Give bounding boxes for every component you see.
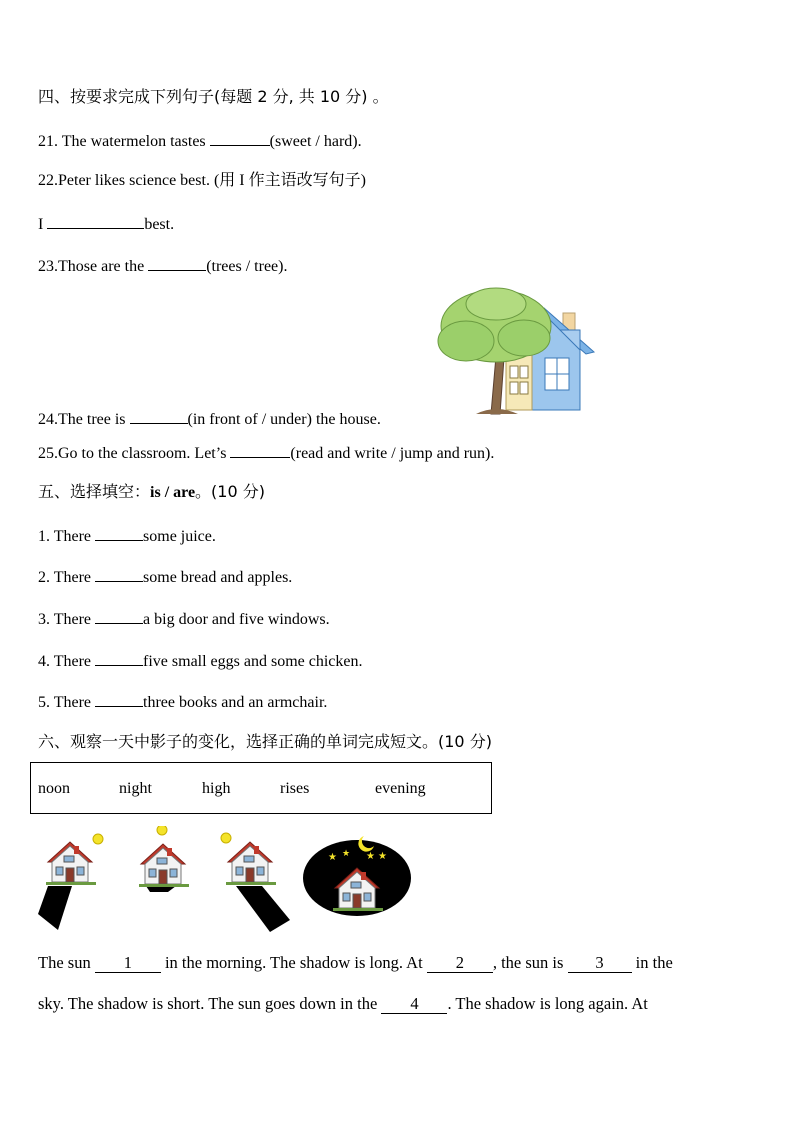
sun-icon (93, 834, 103, 844)
item-prefix: 5. There (38, 694, 96, 711)
q25-answer-blank[interactable] (230, 442, 290, 458)
passage-text: in the morning. The shadow is long. At (160, 953, 427, 972)
section-5-item-2 (38, 566, 292, 588)
section-5-item-5 (38, 691, 327, 713)
q22-answer-blank[interactable] (47, 213, 144, 229)
passage-text: , the sun is (492, 953, 568, 972)
question-25 (38, 442, 494, 464)
q23-suffix: (trees / tree). (206, 258, 288, 275)
passage-blank-3[interactable]: 3 (568, 954, 632, 973)
passage-line-2 (38, 994, 648, 1014)
star-icon: ★ (328, 852, 337, 863)
q22b-suffix: best. (144, 216, 175, 233)
passage-blank-1[interactable]: 1 (95, 954, 161, 973)
noon-house-icon (139, 826, 189, 892)
q24-suffix: (in front of / under) the house. (187, 411, 381, 428)
passage-line-1 (38, 953, 673, 973)
item-suffix: three books and an armchair. (143, 694, 328, 711)
item-1-answer-blank[interactable] (95, 525, 143, 541)
star-icon: ★ (366, 851, 375, 862)
passage-text: The sun (38, 953, 95, 972)
item-suffix: a big door and five windows. (143, 611, 330, 628)
question-24 (38, 408, 381, 430)
section-5-heading-tail: 。(10 分) (195, 482, 265, 501)
section-4-heading: 四、按要求完成下列句子(每题 2 分, 共 10 分) 。 (38, 87, 389, 106)
item-suffix: five small eggs and some chicken. (143, 653, 363, 670)
passage-text: sky. The shadow is short. The sun goes down in the (38, 994, 382, 1013)
shadow-long-left (38, 886, 72, 930)
item-2-answer-blank[interactable] (95, 566, 143, 582)
item-suffix: some juice. (143, 528, 216, 545)
shadow-long-right (236, 886, 290, 932)
passage-text: . The shadow is long again. At (447, 994, 648, 1013)
item-prefix: 3. There (38, 611, 96, 628)
item-4-answer-blank[interactable] (95, 650, 143, 666)
passage-text: in the (631, 953, 673, 972)
q25-suffix: (read and write / jump and run). (290, 445, 495, 462)
question-22: 22.Peter likes science best. (用 I 作主语改写句子) (38, 172, 366, 189)
word-bank-box (30, 762, 492, 814)
section-6-heading: 六、观察一天中影子的变化，选择正确的单词完成短文。(10 分) (38, 732, 492, 751)
section-5-heading-options: is / are (150, 484, 196, 501)
word-bank-word: high (202, 780, 231, 797)
passage-blank-2[interactable]: 2 (427, 954, 493, 973)
tree-house-picture (436, 286, 596, 421)
item-suffix: some bread and apples. (143, 569, 293, 586)
q23-prefix: 23.Those are the (38, 258, 149, 275)
q21-suffix: (sweet / hard). (269, 133, 362, 150)
passage-blank-4[interactable]: 4 (381, 995, 447, 1014)
q25-prefix: 25.Go to the classroom. Let’s (38, 445, 231, 462)
star-icon: ★ (342, 849, 351, 859)
q22b-prefix: I (38, 216, 48, 233)
word-bank-word: night (119, 780, 152, 797)
word-bank-word: noon (38, 780, 70, 797)
q24-prefix: 24.The tree is (38, 411, 130, 428)
question-21 (38, 130, 362, 152)
item-5-answer-blank[interactable] (95, 691, 143, 707)
sun-icon (157, 826, 167, 835)
section-5-item-4 (38, 650, 363, 672)
item-prefix: 4. There (38, 653, 96, 670)
night-house-icon (303, 836, 411, 916)
section-5-heading (38, 482, 265, 503)
shadow-pictures (36, 826, 416, 934)
morning-house-icon (38, 834, 103, 930)
q21-prefix: 21. The watermelon tastes (38, 133, 210, 150)
q21-answer-blank[interactable] (210, 130, 270, 146)
item-prefix: 1. There (38, 528, 96, 545)
q24-answer-blank[interactable] (130, 408, 188, 424)
evening-house-icon (221, 833, 290, 932)
item-prefix: 2. There (38, 569, 96, 586)
word-bank-word: rises (280, 780, 310, 797)
star-icon: ★ (378, 851, 387, 862)
item-3-answer-blank[interactable] (95, 608, 143, 624)
word-bank-word: evening (375, 780, 426, 797)
section-5-item-3 (38, 608, 330, 630)
section-5-heading-cn: 五、选择填空： (38, 482, 151, 501)
q23-answer-blank[interactable] (148, 255, 206, 271)
question-22-rewrite (38, 213, 174, 235)
sun-icon (221, 833, 231, 843)
question-23 (38, 255, 287, 277)
section-5-item-1 (38, 525, 216, 547)
